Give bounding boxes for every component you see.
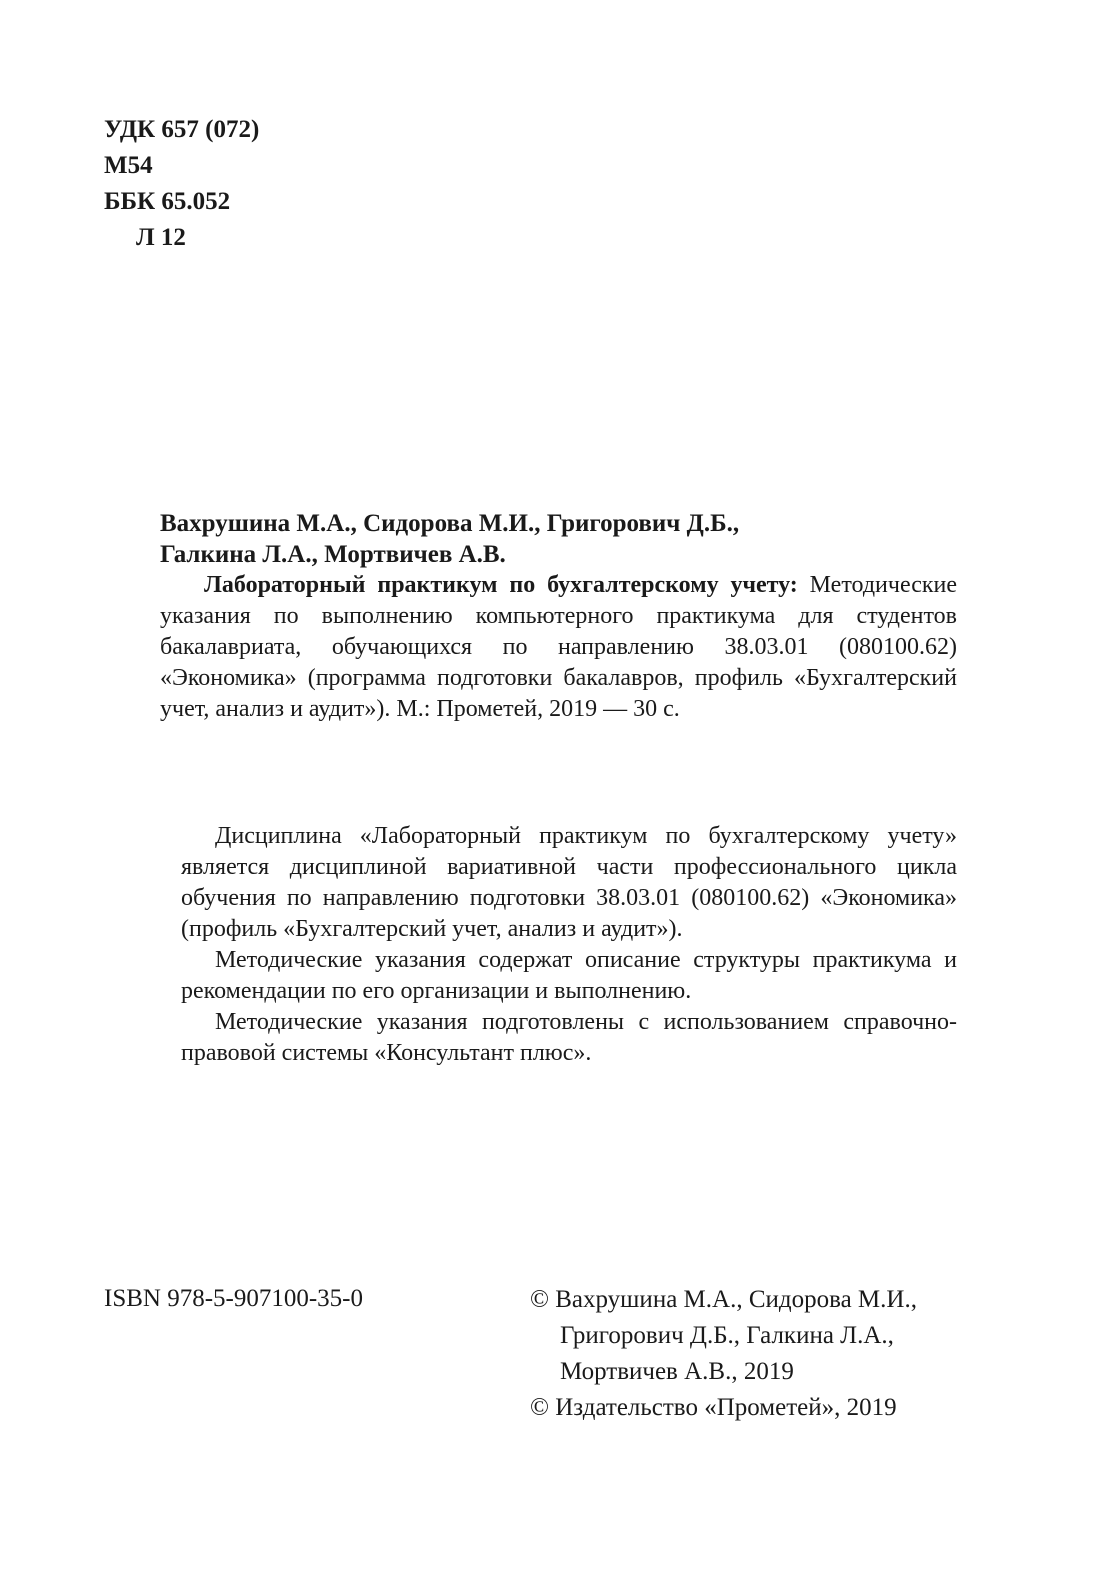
authors-line-2: Галкина Л.А., Мортвичев А.В. xyxy=(160,541,506,568)
bibliographic-record xyxy=(160,508,957,725)
copyright-line: © Вахрушина М.А., Сидорова М.И., xyxy=(530,1286,917,1313)
book-reference xyxy=(160,570,957,725)
book-description: Методические указания по выполнению компьютерного практикума для студентов бакалавриата, обучающихся по направлению 38.03.01 (080100.62) «Экономика» (программа подготовки бакалавров, профиль «Бухгалтерский учет, анализ и аудит»). М.: Прометей, 2019 — 30 с. xyxy=(160,572,957,722)
author-mark: М54 xyxy=(104,152,153,179)
publisher-copyright: © Издательство «Прометей», 2019 xyxy=(530,1394,897,1421)
authors-line-1: Вахрушина М.А., Сидорова М.И., Григорович Д.Б., xyxy=(160,510,740,537)
book-title: Лабораторный практикум по бухгалтерскому учету: xyxy=(204,572,798,598)
bbk-code: ББК 65.052 xyxy=(104,188,231,215)
annotation xyxy=(181,821,957,1069)
udk-code: УДК 657 (072) xyxy=(104,116,260,143)
copyright-line: Мортвичев А.В., 2019 xyxy=(560,1358,794,1385)
annotation-paragraph: Дисциплина «Лабораторный практикум по бухгалтерскому учету» является дисциплиной вариативной части профессионального цикла обучения по направлению подготовки 38.03.01 (080100.62) «Экономика» (профиль «Бухгалтерский учет, анализ и аудит»). xyxy=(181,823,957,942)
copyright-line: Григорович Д.Б., Галкина Л.А., xyxy=(560,1322,894,1349)
bbk-mark: Л 12 xyxy=(136,224,186,251)
copyright-notice xyxy=(530,1282,917,1426)
annotation-paragraph: Методические указания содержат описание структуры практикума и рекомендации по его организации и выполнению. xyxy=(181,947,957,1004)
classification-codes xyxy=(104,112,259,256)
isbn: ISBN 978-5-907100-35-0 xyxy=(104,1285,364,1312)
annotation-paragraph: Методические указания подготовлены с использованием справочно-правовой системы «Консультант плюс». xyxy=(181,1009,957,1066)
